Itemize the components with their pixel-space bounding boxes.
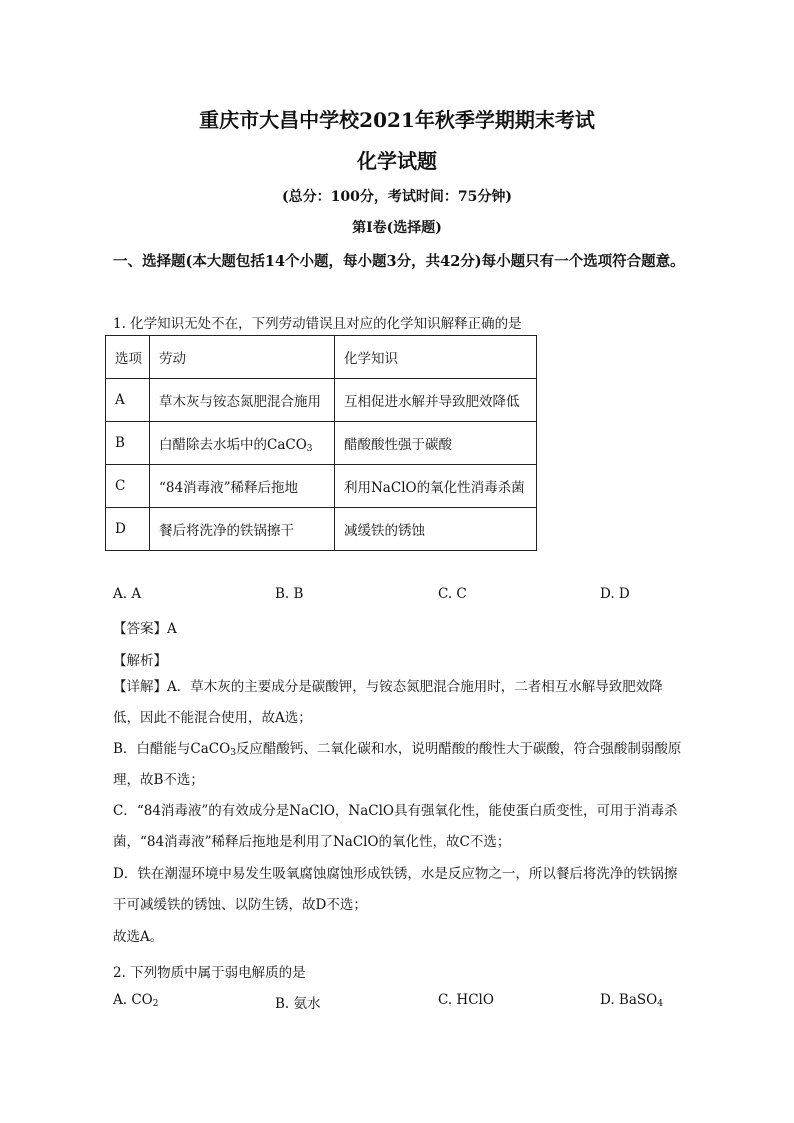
option-d: D. D: [600, 586, 630, 602]
table-header-cell: 化学知识: [335, 336, 537, 379]
explanation-a-text: A．草木灰的主要成分是碳酸钾，与铵态氮肥混合施用时，二者相互水解导致肥效降低，因此不能混合使用，故A选；: [113, 679, 663, 726]
table-header-row: [106, 336, 537, 379]
table-row: [106, 379, 537, 422]
subscript: 2: [152, 999, 159, 1009]
table-row: [106, 508, 537, 551]
explanation-c: C．“84消毒液”的有效成分是NaClO，NaClO具有强氧化性，能使蛋白质变性，可用于消毒杀菌，“84消毒液”稀释后拖地是利用了NaClO的氧化性，故C不选；: [113, 803, 678, 850]
subscript: 4: [657, 999, 663, 1009]
table-row: [106, 465, 537, 508]
option-label: D. BaSO: [600, 992, 658, 1008]
q1-stem: 1. 化学知识无处不在，下列劳动错误且对应的化学知识解释正确的是: [113, 316, 522, 332]
formula: CaCO: [190, 741, 231, 757]
table-cell: “84消毒液”稀释后拖地: [150, 465, 335, 508]
subject-title: 化学试题: [357, 149, 437, 173]
option-c: [438, 992, 494, 1008]
analysis-tag: 【解析】: [113, 653, 167, 669]
table-cell: [150, 422, 335, 465]
section-heading: 一、选择题(本大题包括14个小题，每小题3分，共42分)每小题只有一个选项符合题意。: [113, 253, 685, 270]
conclusion: 故选A。: [113, 929, 164, 945]
table-cell: 利用NaClO的氧化性消毒杀菌: [335, 465, 537, 508]
answer-tag: 【答案】: [113, 621, 167, 637]
q2-stem: 2. 下列物质中属于弱电解质的是: [113, 965, 306, 981]
option-label: A. CO: [113, 992, 153, 1008]
option-label: C. HClO: [438, 992, 494, 1008]
explanation-text: 反应醋酸钙、二氧化碳和水，说明醋酸的酸性大于碳酸，符合强酸制弱酸原理，故B不选；: [113, 741, 682, 788]
table-row: [106, 422, 537, 465]
answer-value: A: [167, 621, 177, 637]
answer-line: [113, 617, 177, 637]
q1-table: [105, 335, 537, 551]
explanation-d: D．铁在潮湿环境中易发生吸氧腐蚀腐蚀形成铁锈，水是反应物之一，所以餐后将洗净的铁锅擦干可减缓铁的锈蚀、以防生锈，故D不选；: [113, 866, 678, 913]
exam-title: 重庆市大昌中学校2021年秋季学期期末考试: [199, 108, 595, 132]
exam-meta: (总分：100分，考试时间：75分钟): [282, 189, 512, 205]
part-heading: 第I卷(选择题): [352, 220, 442, 236]
table-cell: 醋酸酸性强于碳酸: [335, 422, 537, 465]
option-b: B. B: [275, 586, 304, 602]
option-a: [113, 992, 158, 1008]
subscript: 3: [230, 748, 236, 758]
detail-tag: 【详解】: [113, 679, 167, 695]
option-c: C. C: [438, 586, 467, 602]
table-cell: A: [106, 379, 150, 422]
table-cell: C: [106, 465, 150, 508]
table-cell: 餐后将洗净的铁锅擦干: [150, 508, 335, 551]
table-cell: B: [106, 422, 150, 465]
table-header-cell: 劳动: [150, 336, 335, 379]
option-label: B. 氨水: [275, 996, 321, 1012]
table-header-cell: 选项: [106, 336, 150, 379]
explanation-text: B．白醋能与: [113, 741, 191, 757]
table-cell: 互相促进水解并导致肥效降低: [335, 379, 537, 422]
table-cell: 减缓铁的锈蚀: [335, 508, 537, 551]
explanation-a: [113, 672, 685, 734]
option-b: [275, 992, 321, 1012]
explanation-b: [113, 734, 685, 796]
subscript: 3: [306, 444, 313, 454]
table-cell-text: 白醋除去水垢中的CaCO: [159, 437, 307, 453]
table-cell: D: [106, 508, 150, 551]
table-cell: 草木灰与铵态氮肥混合施用: [150, 379, 335, 422]
option-d: [600, 992, 663, 1008]
option-a: A. A: [113, 586, 142, 602]
